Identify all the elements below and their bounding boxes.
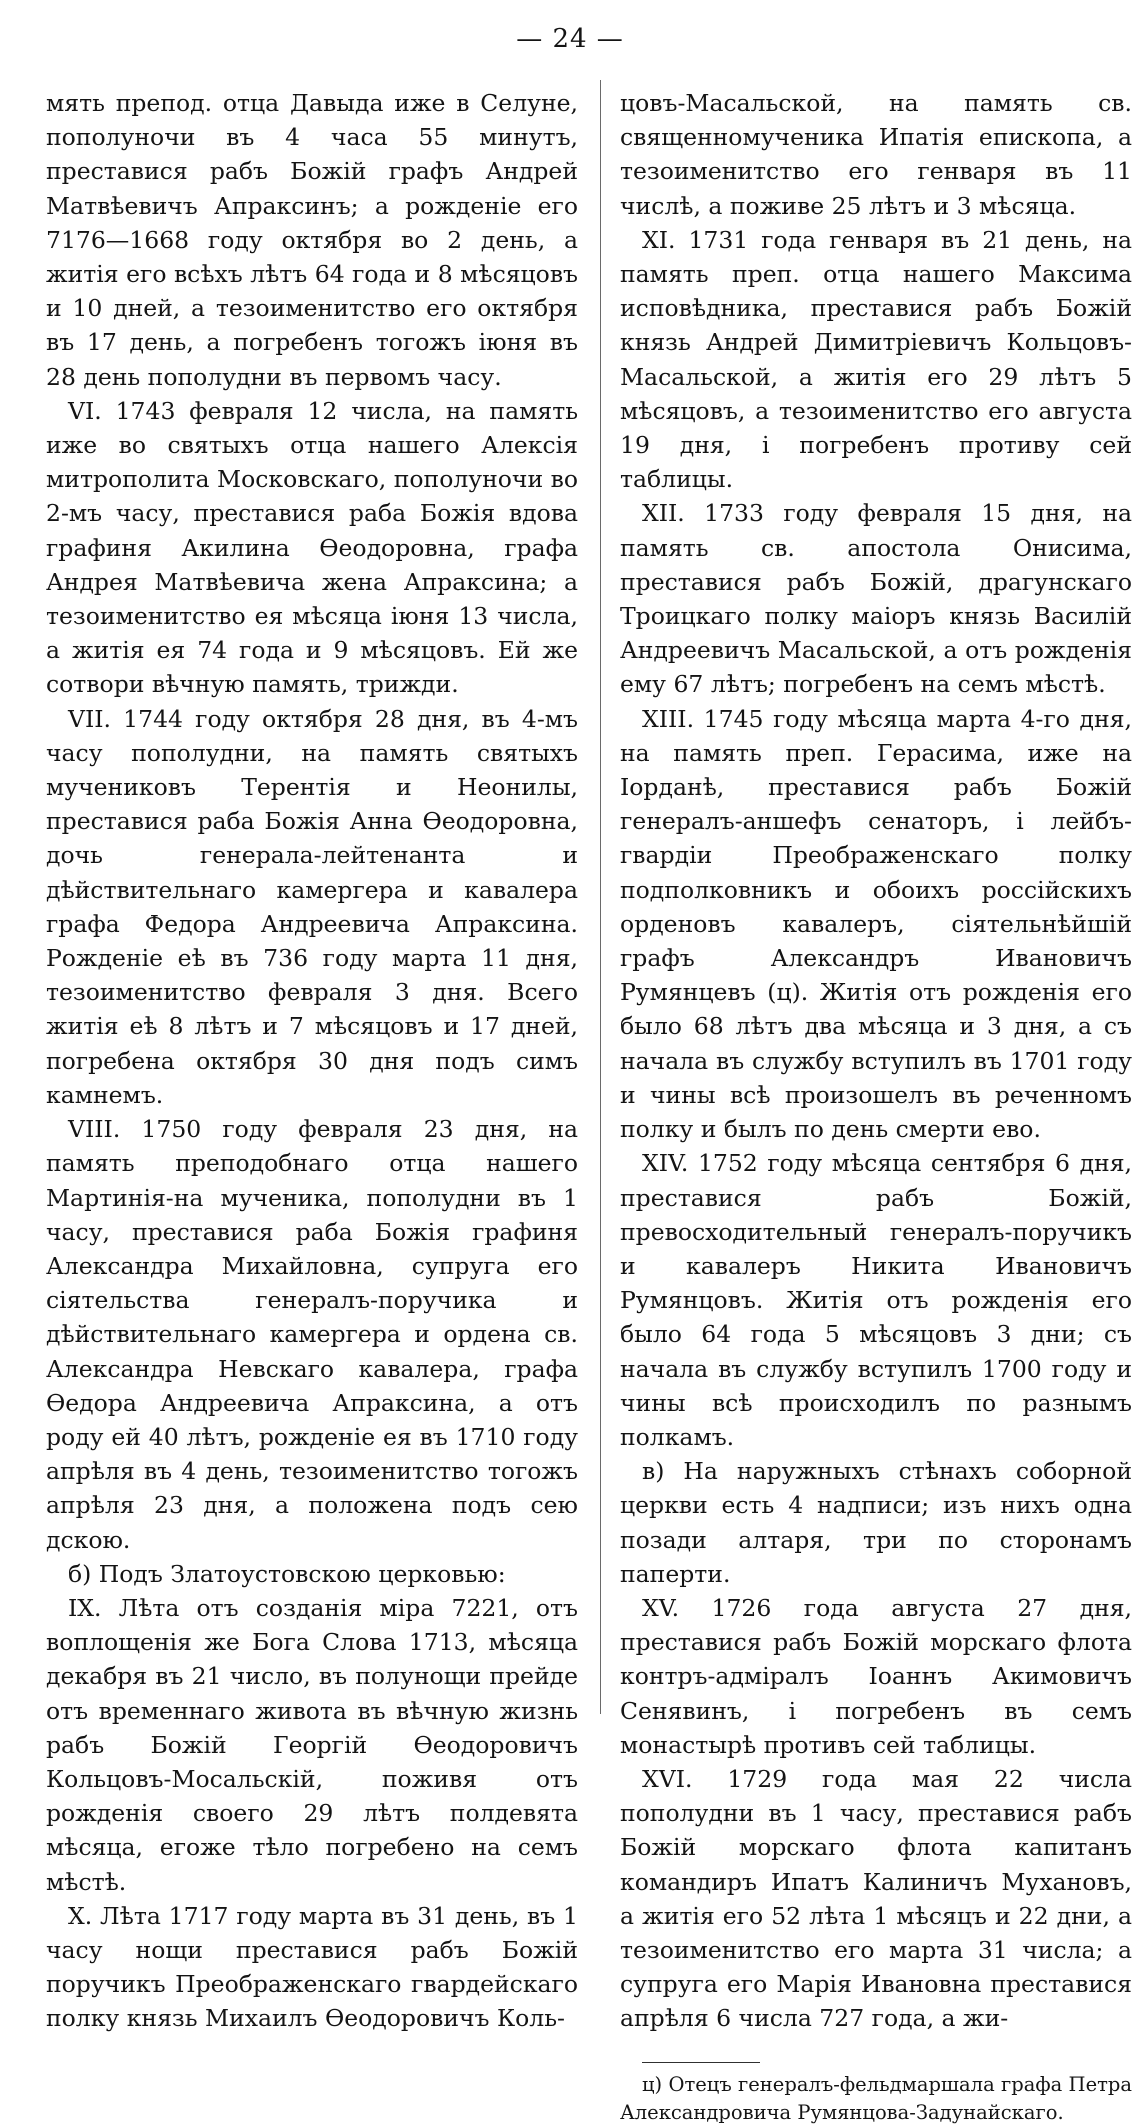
paragraph: XII. 1733 году февраля 15 дня, на память св. апостола Онисима, преставися рабъ Божій, драгунскаго Троицкаго полку маіоръ князь Василій Андреевичъ Масальской, а отъ рожденія ему 67 лѣтъ; погребенъ на семъ мѣстѣ. xyxy=(620,499,1132,699)
left-column xyxy=(46,86,578,2036)
paragraph: X. Лѣта 1717 году марта въ 31 день, въ 1 часу нощи преставися рабъ Божій поручикъ Преображенскаго гвардейскаго полку князь Михаилъ Ѳеодоровичъ Коль- xyxy=(46,1901,578,2033)
right-column xyxy=(620,86,1132,2127)
paragraph: XVI. 1729 года мая 22 числа пополудни въ 1 часу, преставися рабъ Божій морскаго флота капитанъ командиръ Ипатъ Калиничъ Мухановъ, а житія его 52 лѣта 1 мѣсяцъ и 22 дни, а тезоименитство его марта 31 числа; а супруга его Марія Ивановна преставися апрѣля 6 числа 727 года, а жи- xyxy=(620,1764,1132,2033)
paragraph: IX. Лѣта отъ созданія міра 7221, отъ воплощенія же Бога Слова 1713, мѣсяца декабря въ 21 число, въ полунощи прейде отъ временнаго живота въ вѣчную жизнь рабъ Божій Георгій Ѳеодоровичъ Кольцовъ-Мосальскій, поживя отъ рожденія своего 29 лѣтъ полдевята мѣсяца, егоже тѣло погребено на семъ мѣстѣ. xyxy=(46,1593,578,1896)
paragraph: XV. 1726 года августа 27 дня, преставися рабъ Божій морскаго флота контръ-адміралъ Іоаннъ Акимовичъ Сенявинъ, і погребенъ въ семъ монастырѣ противъ сей таблицы. xyxy=(620,1593,1132,1759)
paragraph: XIV. 1752 году мѣсяца сентября 6 дня, преставися рабъ Божій, превосходительный генералъ-поручикъ и кавалеръ Никита Ивановичъ Румянцовъ. Житія отъ рожденія его было 64 года 5 мѣсяцовъ 3 дни; съ начала въ службу вступилъ 1700 году и чины всѣ происходилъ по разнымъ полкамъ. xyxy=(620,1149,1132,1451)
paragraph: VI. 1743 февраля 12 числа, на память иже во святыхъ отца нашего Алексія митрополита Московскаго, пополуночи во 2-мъ часу, преставися раба Божія вдова графиня Акилина Ѳеодоровна, графа Андрея Матвѣевича жена Апраксина; а тезоименитство ея мѣсяца іюня 13 числа, а житія ея 74 года и 9 мѣсяцовъ. Ей же сотвори вѣчную память, трижди. xyxy=(46,396,578,699)
footnote-divider xyxy=(642,2062,760,2063)
footnote: ц) Отецъ генералъ-фельдмаршала графа Петра Александровича Румянцова-Задунайскаго. xyxy=(620,2072,1132,2124)
paragraph: цовъ-Масальской, на память св. священномученика Ипатія епископа, а тезоименитство его генваря въ 11 числѣ, а поживе 25 лѣтъ и 3 мѣсяца. xyxy=(620,89,1132,220)
paragraph: VIII. 1750 году февраля 23 дня, на память преподобнаго отца нашего Мартинія-на мученика, пополудни въ 1 часу, преставися раба Божія графиня Александра Михайловна, супруга его сіятельства генералъ-поручика и дѣйствительнаго камергера и ордена св. Александра Невскаго кавалера, графа Ѳедора Андреевича Апраксина, а отъ роду ей 40 лѣтъ, рожденіе ея въ 1710 году апрѣля въ 4 день, тезоименитство тогожъ апрѣля 23 дня, а положена подъ сею дскою. xyxy=(46,1115,578,1554)
section-heading: в) На наружныхъ стѣнахъ соборной церкви есть 4 надписи; изъ нихъ одна позади алтаря, три по сторонамъ паперти. xyxy=(620,1457,1132,1588)
paragraph: XI. 1731 года генваря въ 21 день, на память преп. отца нашего Максима исповѣдника, преставися рабъ Божій князь Андрей Димитріевичъ Кольцовъ-Масальской, а житія его 29 лѣтъ 5 мѣсяцовъ, а тезоименитство его августа 19 дня, і погребенъ противу сей таблицы. xyxy=(620,225,1132,494)
paragraph: мять препод. отца Давыда иже в Селуне, пополуночи въ 4 часа 55 минутъ, преставися рабъ Божій графъ Андрей Матвѣевичъ Апраксинъ; а рожденіе его 7176—1668 году октября во 2 день, а житія его всѣхъ лѣтъ 64 года и 8 мѣсяцовъ и 10 дней, а тезоименитство его октября въ 17 день, а погребенъ тогожъ іюня въ 28 день пополудни въ первомъ часу. xyxy=(46,89,578,391)
section-heading: б) Подъ Златоустовскою церковью: xyxy=(68,1559,506,1588)
column-divider xyxy=(600,80,601,1714)
paragraph: XIII. 1745 году мѣсяца марта 4-го дня, на память преп. Герасима, иже на Іорданѣ, преставися рабъ Божій генералъ-аншефъ сенаторъ, і лейбъ-гвардіи Преображенскаго полку подполковникъ и обоихъ россійскихъ орденовъ кавалеръ, сіятельнѣйшій графъ Александръ Ивановичъ Румянцевъ (ц). Житія отъ рожденія его было 68 лѣтъ два мѣсяца и 3 дня, а съ начала въ службу вступилъ въ 1701 году и чины всѣ произошелъ въ реченномъ полку и былъ по день смерти ево. xyxy=(620,704,1132,1144)
paragraph: VII. 1744 году октября 28 дня, въ 4-мъ часу пополудни, на память святыхъ мучениковъ Терентія и Неонилы, преставися раба Божія Анна Ѳеодоровна, дочь генерала-лейтенанта и дѣйствительнаго камергера и кавалера графа Федора Андреевича Апраксина. Рожденіе еѣ въ 736 году марта 11 дня, тезоименитство февраля 3 дня. Всего житія еѣ 8 лѣтъ и 7 мѣсяцовъ и 17 дней, погребена октября 30 дня подъ симъ камнемъ. xyxy=(46,704,578,1109)
page-number: — 24 — xyxy=(516,24,624,54)
